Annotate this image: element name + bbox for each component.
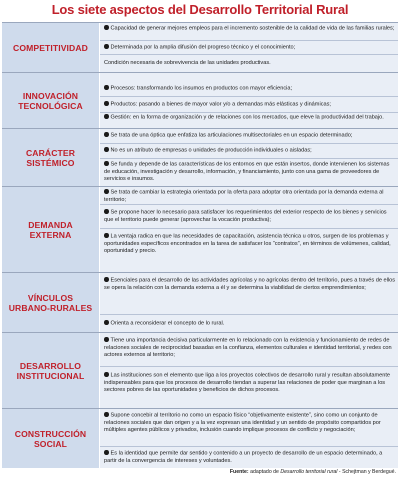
row-items xyxy=(100,333,398,408)
list-item: Las instituciones son el elemento que liga a los proyectos colectivos de desarrollo rural y resultan absolutamente indispensables para que los procesos de desarrollo tiendan a superar las relaciones de poder que marginan a los sectores pobres de las oportunidades y beneficios de dichos procesos. xyxy=(104,372,391,393)
bullet-icon xyxy=(104,209,109,214)
list-item: Se trata de cambiar la estrategia orientada por la oferta para adoptar otra orientada por la demanda externa al territorio; xyxy=(100,188,398,205)
row-items xyxy=(100,73,398,128)
list-item: Orienta a reconsiderar el concepto de lo rural. xyxy=(100,317,398,333)
bullet-icon xyxy=(104,44,109,49)
row-items xyxy=(100,187,398,272)
row-items xyxy=(100,273,398,332)
table-row xyxy=(2,23,398,73)
list-item: Esenciales para el desarrollo de las actividades agrícolas y no agrícolas dentro del territorio, pues a través de ellos se opera la relación con la demanda externa a él y se determina la viabilidad de ciertos emprendimientos; xyxy=(100,275,398,315)
bullet-icon xyxy=(104,372,109,377)
list-item: Capacidad de generar mejores empleos para el incremento sostenible de la calidad de vida de las familias rurales; xyxy=(100,25,398,41)
row-label: COMPETITIVIDAD xyxy=(2,23,99,72)
list-item: Tiene una importancia decisiva particularmente en lo relacionado con la existencia y funcionamiento de redes de relaciones sociales de reciprocidad basadas en la confianza, elementos culturales e identidad territorial, y redes con actores externos al territorio; xyxy=(100,335,398,367)
row-label: VÍNCULOS URBANO-RURALES xyxy=(2,273,99,332)
list-item: La ventaja radica en que las necesidades de capacitación, asistencia técnica u otros, surgen de los problemas y oportunidades específicos encontrados en la tarea de satisfacer los “contratos”, en términos de volúmenes, calidad, oportunidad y precio. xyxy=(104,233,391,254)
bullet-icon xyxy=(104,101,109,106)
row-items xyxy=(100,23,398,72)
list-item: Gestión: en la forma de organización y de relaciones con los mercados, que eleve la productividad del trabajo. xyxy=(100,113,398,129)
table-row xyxy=(2,333,398,409)
bullet-icon xyxy=(104,320,109,325)
bullet-icon xyxy=(104,189,109,194)
table-row xyxy=(2,273,398,333)
row-label: CARÁCTER SISTÉMICO xyxy=(2,129,99,186)
list-item: Es la identidad que permite dar sentido y contenido a un proyecto de desarrollo de un espacio determinado, a partir de la convergencia de intereses y voluntades. xyxy=(104,450,383,464)
list-item: Condición necesaria de sobrevivencia de las unidades productivas. xyxy=(104,60,271,66)
aspects-table xyxy=(2,22,398,467)
bullet-icon xyxy=(104,161,109,166)
row-items xyxy=(100,129,398,186)
table-row xyxy=(2,129,398,187)
list-item: Productos: pasando a bienes de mayor valor y/o a demandas más elásticas y dinámicas; xyxy=(100,99,398,113)
bullet-icon xyxy=(104,450,109,455)
table-row xyxy=(2,409,398,468)
bullet-icon xyxy=(104,412,109,417)
bullet-icon xyxy=(104,132,109,137)
bullet-icon xyxy=(104,277,109,282)
bullet-icon xyxy=(104,25,109,30)
row-items xyxy=(100,409,398,468)
list-item: Supone concebir al territorio no como un espacio físico “objetivamente existente”, sino como un conjunto de relaciones sociales que dan origen y a la vez expresan una identidad y un sentido de propósito compartidos por múltiples agentes públicos y privados, inclusión cuando implique procesos de conflicto y negociación; xyxy=(100,411,398,447)
row-label: DESARROLLO INSTITUCIONAL xyxy=(2,333,99,408)
table-row xyxy=(2,187,398,273)
list-item: Se funda y depende de las características de los entornos en que están insertos, donde intervienen los sistemas de educación, investigación y desarrollo, información, y financiamiento, junto con una gama de proveedores de servicios e insumos. xyxy=(104,161,390,182)
list-item: No es un atributo de empresas o unidades de producción individuales o aisladas; xyxy=(100,145,398,159)
list-item: Se propone hacer lo necesario para satisfacer los requerimientos del exterior respecto de los bienes y servicios que el territorio puede generar (aprovechar la vocación productiva); xyxy=(100,207,398,229)
page-title: Los siete aspectos del Desarrollo Territorial Rural xyxy=(51,2,349,17)
table-row xyxy=(2,73,398,129)
row-label: DEMANDA EXTERNA xyxy=(2,187,99,272)
list-item: Se trata de una óptica que enfatiza las articulaciones multisectoriales en un espacio determinado; xyxy=(100,130,398,144)
row-label: INNOVACIÓN TECNOLÓGICA xyxy=(2,73,99,128)
row-label: CONSTRUCCIÓN SOCIAL xyxy=(2,409,99,468)
bullet-icon xyxy=(104,147,109,152)
bullet-icon xyxy=(104,114,109,119)
bullet-icon xyxy=(104,233,109,238)
source-note: Fuente: adaptado de Desarrollo territorial rural - Schejtman y Berdegué. xyxy=(229,469,396,475)
list-item: Determinada por la amplia difusión del progreso técnico y el conocimiento; xyxy=(100,42,398,55)
list-item: Procesos: transformando los insumos en productos con mayor eficiencia; xyxy=(100,83,398,97)
bullet-icon xyxy=(104,337,109,342)
bullet-icon xyxy=(104,85,109,90)
